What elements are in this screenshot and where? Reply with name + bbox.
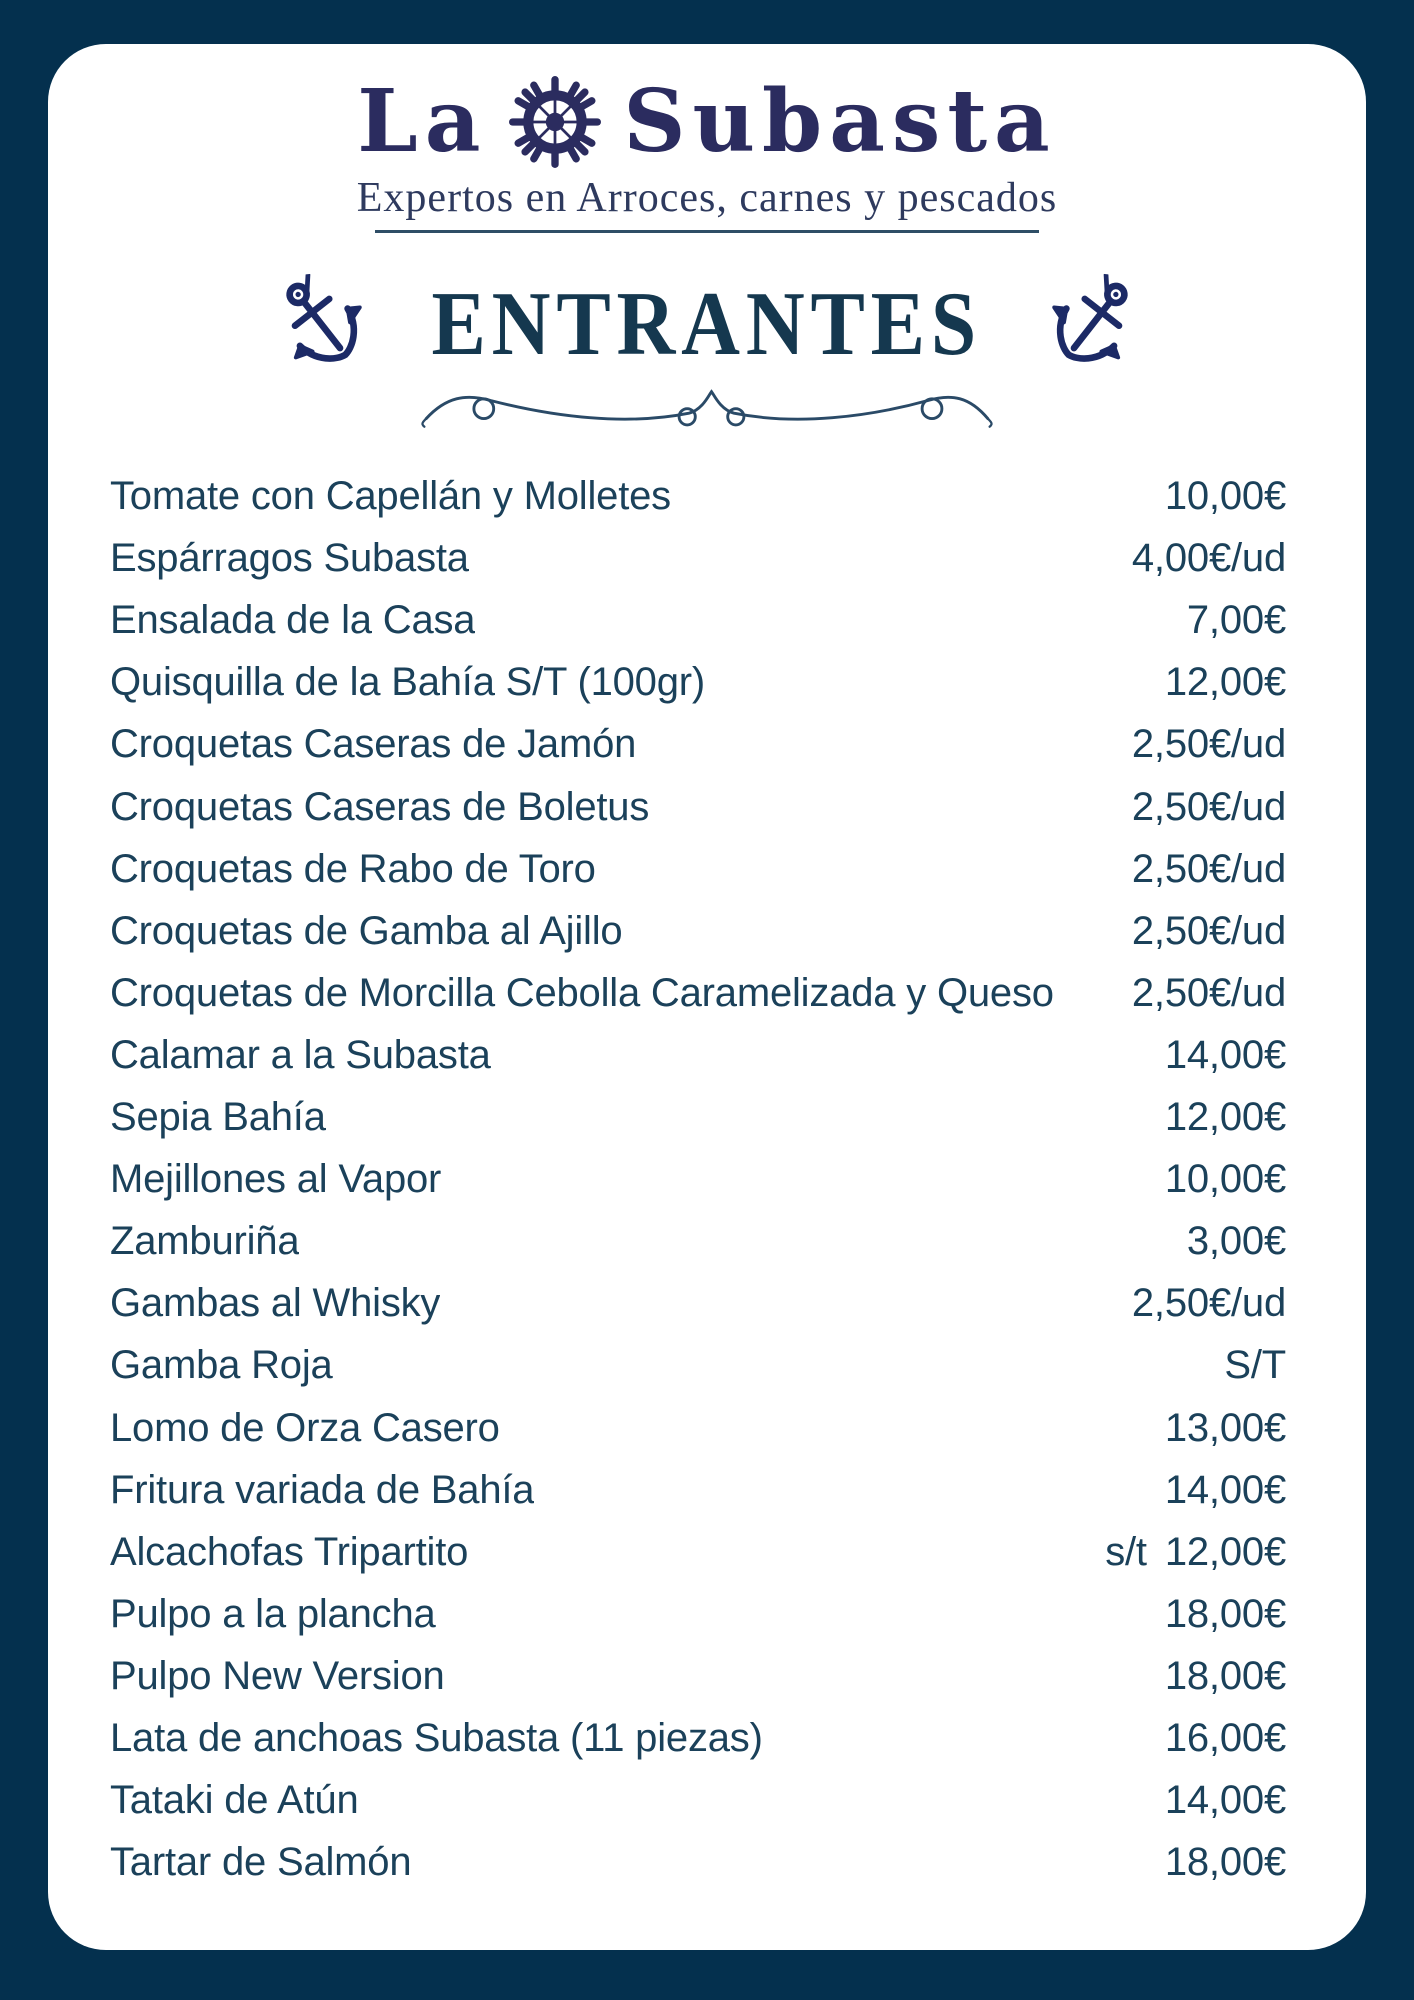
menu-item-price [1132, 900, 1286, 962]
menu-item-name: Pulpo a la plancha [110, 1591, 436, 1636]
menu-item-price [1165, 1024, 1286, 1086]
menu-item-name: Ensalada de la Casa [110, 598, 476, 643]
menu-item-price [1165, 1086, 1286, 1148]
menu-item-price [1132, 713, 1286, 775]
menu-item-name: Tomate con Capellán y Molletes [110, 474, 671, 519]
menu-item-name: Croquetas de Gamba al Ajillo [110, 908, 623, 953]
menu-item-price [1132, 962, 1286, 1024]
menu-item-price-value: 2,50€/ud [1131, 784, 1286, 829]
brand-logo [48, 72, 1366, 172]
ship-wheel-icon [509, 76, 601, 168]
menu-item-price [1132, 1272, 1286, 1334]
menu-item-price-value: 10,00€ [1164, 474, 1286, 519]
menu-item-name: Croquetas Caseras de Boletus [110, 784, 650, 829]
menu-item-row [110, 651, 1286, 713]
menu-item-name: Espárragos Subasta [110, 536, 469, 581]
menu-item-price-value: 2,50€/ud [1131, 722, 1286, 767]
menu-item-price [1165, 465, 1286, 527]
menu-item-price-value: 18,00€ [1164, 1591, 1286, 1636]
menu-item-name: Lata de anchoas Subasta (11 piezas) [110, 1715, 763, 1760]
menu-item-name: Croquetas de Rabo de Toro [110, 846, 596, 891]
menu-item-price [1165, 1397, 1286, 1459]
menu-item-price [1224, 1334, 1286, 1396]
menu-item-price [1132, 527, 1286, 589]
menu-item-price-value: S/T [1224, 1343, 1286, 1388]
menu-item-row [110, 1459, 1286, 1521]
menu-item-row [110, 1521, 1286, 1583]
menu-item-price-value: 16,00€ [1164, 1715, 1286, 1760]
menu-item-name: Quisquilla de la Bahía S/T (100gr) [110, 660, 706, 705]
menu-item-name: Lomo de Orza Casero [110, 1405, 500, 1450]
menu-item-price-value: 14,00€ [1164, 1778, 1286, 1823]
menu-item-price-value: 14,00€ [1164, 1467, 1286, 1512]
menu-item-price [1187, 589, 1286, 651]
menu-item-name: Mejillones al Vapor [110, 1157, 442, 1202]
menu-item-price [1132, 838, 1286, 900]
menu-item-row [110, 1707, 1286, 1769]
menu-item-row [110, 1024, 1286, 1086]
menu-item-name: Fritura variada de Bahía [110, 1467, 535, 1512]
menu-item-price-value: 2,50€/ud [1131, 846, 1286, 891]
menu-item-price-value: 13,00€ [1164, 1405, 1286, 1450]
menu-item-row [110, 1272, 1286, 1334]
menu-card [48, 44, 1366, 1950]
menu-item-price-value: 12,00€ [1164, 660, 1286, 705]
menu-list [110, 465, 1286, 1893]
menu-item-row [110, 962, 1286, 1024]
menu-item-price-value: 2,50€/ud [1131, 908, 1286, 953]
menu-item-name: Croquetas de Morcilla Cebolla Caramelizada y Queso [110, 970, 1054, 1015]
menu-item-price-value: 2,50€/ud [1131, 1281, 1286, 1326]
menu-item-row [110, 465, 1286, 527]
section-heading [48, 273, 1366, 377]
menu-item-price [1165, 1707, 1286, 1769]
menu-item-price [1165, 1148, 1286, 1210]
menu-item-row [110, 1210, 1286, 1272]
menu-item-price-value: 2,50€/ud [1131, 970, 1286, 1015]
section-title: ENTRANTES [431, 274, 983, 375]
menu-item-row [110, 1583, 1286, 1645]
menu-item-row [110, 838, 1286, 900]
menu-item-price [1165, 1831, 1286, 1893]
menu-item-name: Gambas al Whisky [110, 1281, 441, 1326]
menu-item-price [1165, 651, 1286, 713]
menu-item-price [1165, 1645, 1286, 1707]
menu-item-price [1165, 1769, 1286, 1831]
menu-item-price-value: 4,00€/ud [1131, 536, 1286, 581]
menu-item-price-value: 12,00€ [1164, 1529, 1286, 1574]
menu-item-price [1165, 1459, 1286, 1521]
menu-item-price-value: 12,00€ [1164, 1095, 1286, 1140]
menu-item-price [1105, 1521, 1286, 1583]
menu-item-row [110, 527, 1286, 589]
menu-item-name: Pulpo New Version [110, 1653, 445, 1698]
menu-item-row [110, 713, 1286, 775]
menu-item-price [1132, 776, 1286, 838]
menu-item-price-prefix: s/t [1105, 1529, 1147, 1574]
menu-item-row [110, 1148, 1286, 1210]
menu-item-price-value: 18,00€ [1164, 1840, 1286, 1885]
menu-item-row [110, 1831, 1286, 1893]
menu-item-name: Tartar de Salmón [110, 1840, 412, 1885]
menu-item-row [110, 1645, 1286, 1707]
anchor-icon [1038, 268, 1146, 382]
menu-item-name: Sepia Bahía [110, 1095, 326, 1140]
menu-item-name: Croquetas Caseras de Jamón [110, 722, 637, 767]
brand-name-prefix: La [357, 71, 488, 172]
menu-item-price-value: 18,00€ [1164, 1653, 1286, 1698]
menu-item-price-value: 7,00€ [1186, 598, 1286, 643]
brand-tagline: Expertos en Arroces, carnes y pescados [356, 175, 1058, 221]
menu-item-price-value: 10,00€ [1164, 1157, 1286, 1202]
rope-divider-icon [377, 379, 1037, 433]
menu-item-row [110, 589, 1286, 651]
menu-item-name: Gamba Roja [110, 1343, 333, 1388]
menu-item-price-value: 14,00€ [1164, 1032, 1286, 1077]
menu-item-name: Alcachofas Tripartito [110, 1529, 469, 1574]
menu-item-row [110, 900, 1286, 962]
menu-item-row [110, 1769, 1286, 1831]
brand-name-suffix: Subasta [623, 71, 1057, 172]
menu-item-name: Calamar a la Subasta [110, 1032, 491, 1077]
menu-item-row [110, 776, 1286, 838]
menu-item-name: Tataki de Atún [110, 1778, 359, 1823]
menu-item-price [1187, 1210, 1286, 1272]
menu-item-row [110, 1334, 1286, 1396]
menu-item-name: Zamburiña [110, 1219, 300, 1264]
anchor-icon [268, 268, 376, 382]
menu-item-price-value: 3,00€ [1186, 1219, 1286, 1264]
menu-item-price [1165, 1583, 1286, 1645]
menu-item-row [110, 1397, 1286, 1459]
menu-item-row [110, 1086, 1286, 1148]
header-divider-line [375, 230, 1039, 233]
